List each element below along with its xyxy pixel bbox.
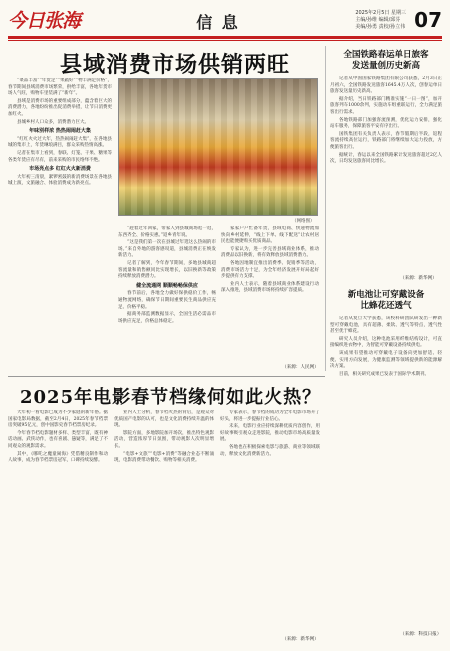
lead-paragraph: 业内人士表示，随着县域商业体系建设行动深入推进，县域消费市场将持续扩容提质。 — [221, 281, 319, 294]
photo-credit: （网络图） — [292, 219, 315, 224]
sidebar-paragraph: 该成果有望推动可穿戴电子设备向更加舒适、轻便、实用方向发展，为健康监测等领域提供新的能源解决方案。 — [330, 350, 442, 370]
second-paragraph: 专家表示，春节档的成功为全年电影市场开了好头，将进一步提振行业信心。 — [220, 410, 320, 422]
lead-subheading: 年味别样浓 热热闹闹赶大集 — [29, 128, 91, 135]
lead-paragraph: 专家认为，进一步完善县域商业体系，推动消费品以旧换新，将有效释放县域消费潜力。 — [221, 246, 319, 259]
issue-design: 美编/孙勇 责校/孙立伟 — [355, 24, 406, 30]
sidebar-story1-headline — [330, 50, 442, 72]
lead-paragraph: 大年初三清晨，紧锣密鼓的新消费场景在各地县城上演，文旅融合、体验消费成为新亮点。 — [8, 174, 112, 187]
story-divider — [8, 376, 325, 377]
sidebar-paragraph: 据介绍，当日铁路部门精准实施“一日一图”，加开旅客列车1000余列，实施动车组重联运行，全力满足旅客出行需求。 — [330, 96, 442, 115]
lead-subheading: 市场亮点多 红红火火新消费 — [29, 166, 91, 173]
section-title: 信 息 — [196, 13, 240, 32]
page-number: 07 — [414, 8, 442, 32]
issue-info — [355, 10, 406, 31]
lead-column-1 — [8, 78, 112, 371]
column-divider — [325, 46, 326, 371]
lead-column-3 — [221, 226, 319, 361]
second-paragraph: 业内人士分析，春节档火热的背后，是观众对优质国产电影的认可，也是文化消费持续升温的体现。 — [114, 410, 214, 429]
sidebar-paragraph: 国铁集团有关负责人表示，春节假期后半段，返程客流持续高位运行，铁路部门将继续加大运力投放，方便旅客出行。 — [330, 131, 442, 150]
lead-paragraph: 县域是消费市场的重要组成部分，蕴含着巨大的消费潜力，各地纷纷推出促消费举措，让节日消费更加红火。 — [8, 98, 112, 117]
sidebar-story1-body — [330, 76, 442, 272]
sidebar-paragraph: 研究人员介绍，这种电池采用纤维结构设计，可直接编织进衣物中，为智能可穿戴设备持续供电。 — [330, 336, 442, 349]
sidebar-story2-headline — [330, 290, 442, 312]
sidebar-story1-source: （来源：新华网） — [400, 276, 437, 281]
lead-paragraph: 据商务部监测数据显示，全国生活必需品市场供应充足，价格总体稳定。 — [118, 312, 216, 324]
lead-paragraph: 春节前后，各地全力做好保供稳价工作，畅通物流网络，确保节日期间重要民生商品供应充足、价格平稳。 — [118, 291, 216, 310]
lead-photo-market — [118, 78, 318, 216]
lead-paragraph: 各地因地制宜推出消费季、促销季等活动，消费市场活力十足，为全年经济发展开好局起好步提供有力支撑。 — [221, 260, 319, 280]
second-column-1 — [8, 410, 108, 646]
newspaper-logo: 今日张海 — [8, 10, 81, 32]
issue-editor: 主编/孙维 编辑/邱芬 — [355, 17, 401, 23]
lead-paragraph: “红红火火过大年，热热闹闹赶大集”，在各地县城的集市上，年货琳琅满目，群众采购热情高涨。 — [8, 136, 112, 149]
lead-paragraph: “菜品丰富”“年货足”“果蔬好”“物丰满足价格”，春节期间县域消费市场繁荣，供给丰富，各地年货市场人气旺，购物车里装满了“新年”。 — [8, 78, 112, 97]
second-column-2 — [114, 410, 214, 646]
lead-paragraph: 记者在集市上看到，春联、灯笼、干果、糖果等各类年货应有尽有，前来采购的市民络绎不绝。 — [8, 150, 112, 163]
lead-paragraph: “趁着过年回家，带家人到县城商场逛一逛，东西齐全、价格实惠。”返乡青年说。 — [118, 226, 216, 238]
second-source: （来源：新华网） — [282, 637, 319, 642]
sidebar-paragraph: 目前，相关研究成果已发表于国际学术期刊。 — [339, 371, 429, 377]
sidebar-paragraph: 记者从复旦大学获悉，该校科研团队研发出一种新型可穿戴电池，具有超薄、柔软、透气等特点，透气性甚至优于蜂花。 — [330, 316, 442, 335]
lead-source: （来源：人民网） — [282, 365, 319, 370]
second-paragraph: “电影+文旅”“电影+消费”等融合业态不断涌现，电影消费带动餐饮、购物等相关消费。 — [114, 451, 214, 464]
sidebar-story2-headline-line2: 比蜂花还透气 — [360, 301, 412, 311]
second-paragraph: 影院方面，多地影院加开场次，推出特色观影活动，营造浓厚节日氛围，带动观影人次明显增长。 — [114, 430, 214, 449]
sidebar-paragraph: 据统计，春运以来全国铁路累计发送旅客超过2亿人次，日均发送旅客同比增长。 — [330, 152, 442, 165]
sidebar-story2-body — [330, 316, 442, 616]
sidebar-story2-source: （来源：科技日报） — [400, 632, 442, 637]
second-paragraph: 今年春节档电影题材多样、类型丰富，既有神话动画、武侠动作，也有喜剧、悬疑等，满足了不同观众的观影需求。 — [8, 430, 108, 449]
sidebar-story1-headline-line2: 发送量创历史新高 — [351, 61, 420, 71]
sidebar-story1-headline-line1: 全国铁路春运单日旅客 — [343, 50, 429, 60]
second-paragraph: 未来，电影行业应持续深耕优质内容创作，用好故事吸引观众走进影院，推动电影市场高质量发展。 — [220, 424, 320, 443]
lead-headline: 县域消费市场供销两旺 — [60, 52, 291, 78]
issue-date: 2025年2月5日 星期三 — [355, 10, 406, 16]
lead-column-2 — [118, 226, 216, 371]
sidebar-story2-headline-line1: 新电池让可穿戴设备 — [347, 290, 425, 300]
lead-paragraph: “这是我们第一次在县城过年逛这么热闹的市场。”来自外地的游客感叹道，县城消费正在焕发新活力。 — [118, 240, 216, 259]
lead-paragraph: 家家户户忙备年货，县域电商、快递物流加快向乡村延伸，“线上下单、线下配送”让农村居民也能便捷购买优质商品。 — [221, 226, 319, 245]
second-paragraph: 其中，《哪吒之魔童闹海》凭借精良制作和动人故事，成为春节档票房冠军，口碑持续发酵。 — [8, 451, 108, 464]
masthead — [8, 6, 442, 36]
second-paragraph: 各地也在积极探索电影与旅游、商业等领域联动，释放文化消费新活力。 — [220, 444, 320, 457]
second-paragraph: 大年初一看电影已成为不少家庭的新年俗。据国家电影局数据，截至2月4日，2025年春节档票房突破95亿元，创中国影史春节档票房纪录。 — [8, 410, 108, 429]
second-column-3 — [220, 410, 320, 632]
masthead-rule — [8, 36, 442, 39]
lead-paragraph: 记者了解到，今年春节期间，多地县城商超客流量和销售额同比实现增长，以旧换新等政策持续释放消费潜力。 — [118, 260, 216, 280]
photo-texture — [119, 79, 317, 215]
masthead-rule-thin — [8, 40, 442, 41]
lead-subheading: 健全流通网 顺顺畅畅保供应 — [136, 282, 198, 289]
sidebar-paragraph: 各地铁路部门加强客流预测，优化运力安排，强化站车服务，保障旅客平安有序出行。 — [330, 117, 442, 130]
second-headline: 2025年电影春节档缘何如此火热？ — [20, 387, 322, 408]
lead-paragraph: 县城乡村人口众多，消费潜力巨大。 — [17, 119, 89, 125]
sidebar-paragraph: 记者从中国国家铁路集团有限公司获悉，2月3日正月初六，全国铁路发送旅客1645.4万人次，创春运单日旅客发送量历史新高。 — [330, 76, 442, 95]
